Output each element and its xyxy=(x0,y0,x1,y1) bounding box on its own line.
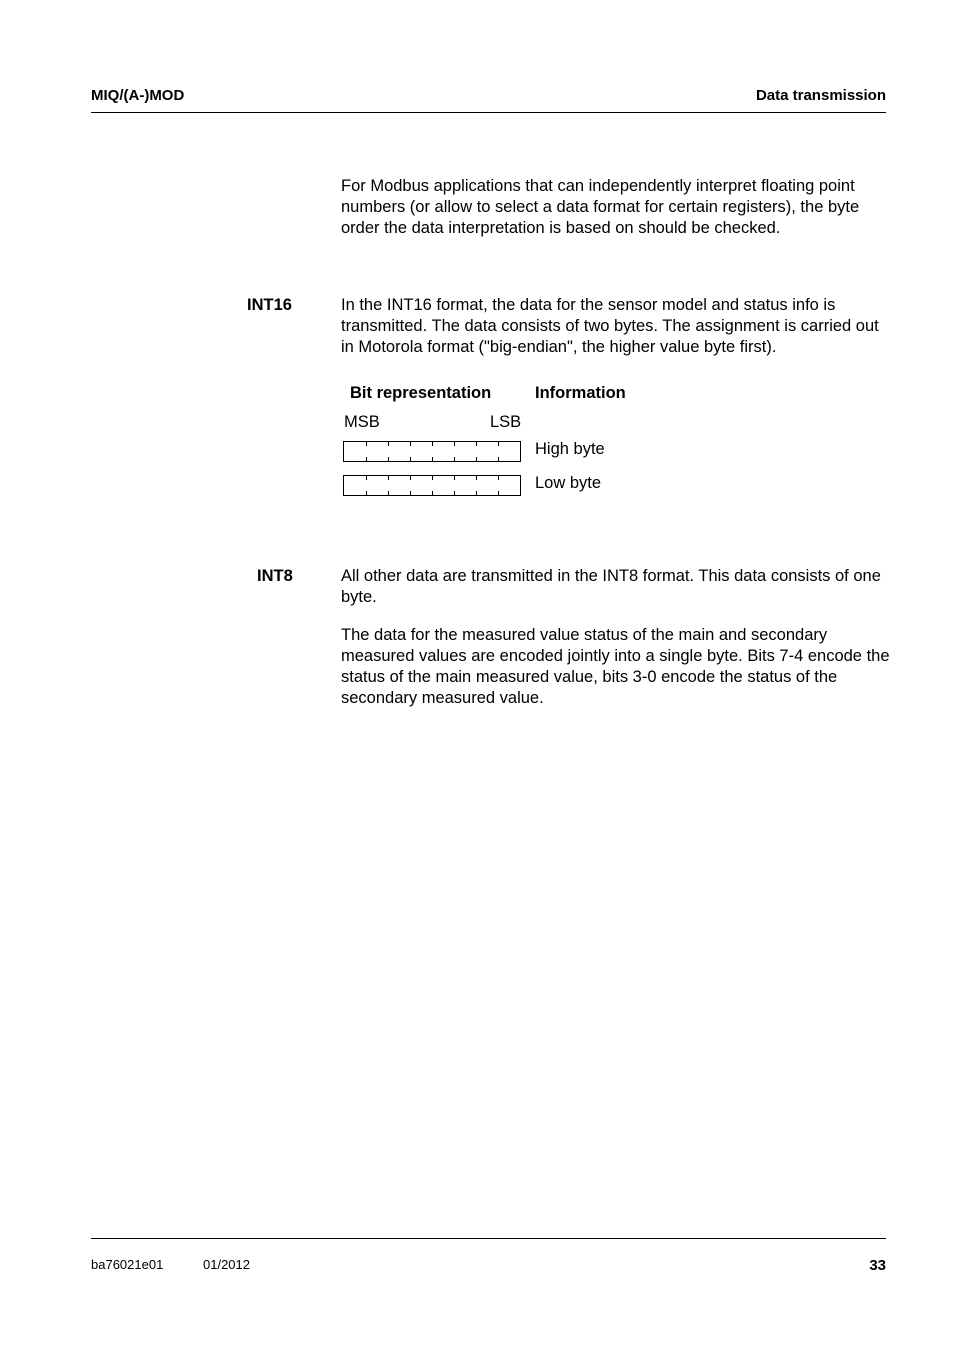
page-number: 33 xyxy=(869,1257,886,1274)
footer-divider xyxy=(91,1238,886,1239)
footer-document-id: ba76021e01 xyxy=(91,1257,164,1272)
information-header: Information xyxy=(535,384,626,402)
low-byte-label: Low byte xyxy=(535,474,602,492)
bit-representation-header: Bit representation xyxy=(350,384,492,402)
int16-paragraph: In the INT16 format, the data for the sensor model and status info is transmitted. The data consists of two bytes. The assignment is carried out in Motorola format ("big-endian", the higher value byte first). xyxy=(341,296,879,356)
lsb-label: LSB xyxy=(490,413,522,431)
header-section-title: Data transmission xyxy=(755,87,886,104)
msb-label: MSB xyxy=(344,413,380,431)
low-byte-bit-box xyxy=(343,475,521,496)
header-divider xyxy=(91,112,886,113)
int8-paragraph-2: The data for the measured value status of the main and secondary measured values are encoded jointly into a single byte. Bits 7-4 encode the status of the main measured value, bits 3-0 encode the status of the secondary measured value. xyxy=(341,626,890,707)
high-byte-label: High byte xyxy=(535,440,605,458)
int16-label: INT16 xyxy=(247,296,292,314)
int8-label: INT8 xyxy=(257,567,293,585)
footer-date: 01/2012 xyxy=(203,1257,250,1272)
high-byte-bit-box xyxy=(343,441,521,462)
header-document-title: MIQ/(A-)MOD xyxy=(91,87,185,104)
intro-paragraph: For Modbus applications that can independently interpret floating point numbers (or allow to select a data format for certain registers), the byte order the data interpretation is based on should be checked. xyxy=(341,177,860,237)
int8-paragraph-1: All other data are transmitted in the INT8 format. This data consists of one byte. xyxy=(341,567,881,606)
